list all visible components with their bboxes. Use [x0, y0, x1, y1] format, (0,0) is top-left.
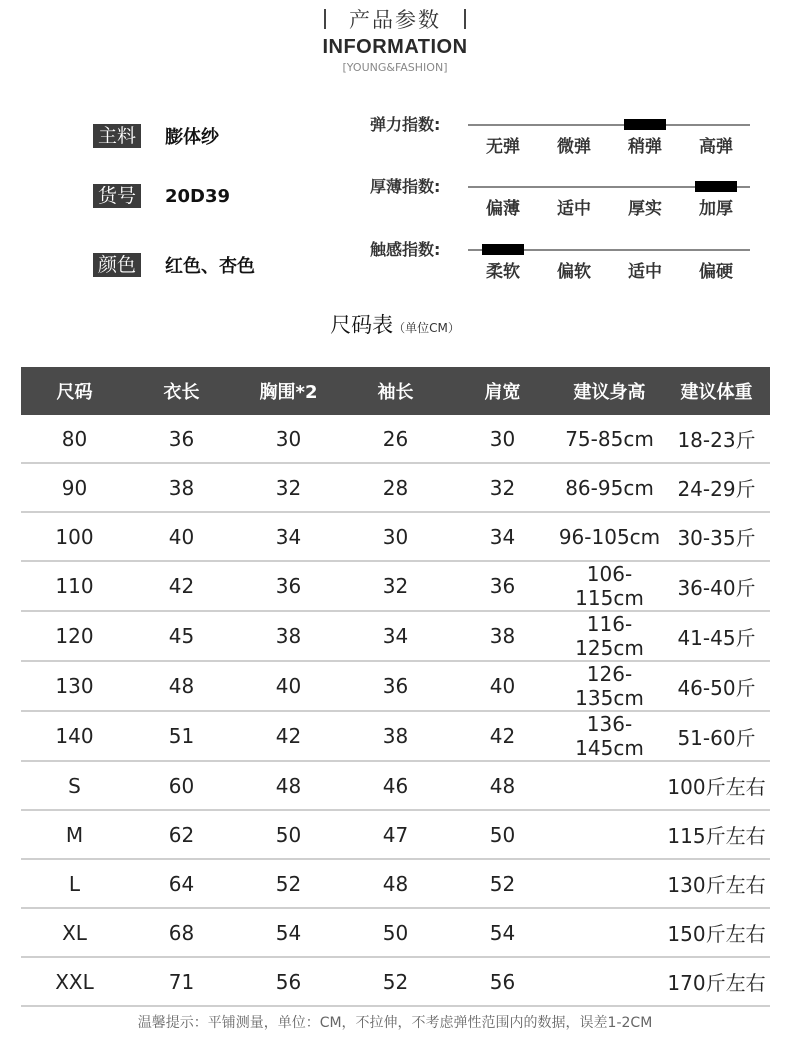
- scale-label: 弹力指数:: [370, 115, 441, 134]
- table-cell: 115斤左右: [663, 810, 770, 859]
- table-cell: 34: [342, 611, 449, 661]
- scale-option: 偏薄: [486, 199, 520, 219]
- info-label: 货号: [93, 184, 141, 208]
- table-cell: 62: [128, 810, 235, 859]
- scale-option: 适中: [628, 262, 662, 282]
- table-cell: 110: [21, 561, 128, 611]
- table-cell: 30: [235, 415, 342, 463]
- table-cell: 47: [342, 810, 449, 859]
- info-label: 主料: [93, 124, 141, 148]
- info-row-sku: [93, 184, 230, 208]
- table-cell: 51: [128, 711, 235, 761]
- scale-option: 无弹: [486, 137, 520, 157]
- table-cell: 38: [128, 463, 235, 512]
- table-cell: 52: [449, 859, 556, 908]
- size-chart-heading: 尺码表: [330, 313, 394, 337]
- table-cell: XL: [21, 908, 128, 957]
- column-header: 肩宽: [449, 367, 556, 415]
- table-row: [21, 711, 770, 761]
- table-cell: 45: [128, 611, 235, 661]
- scale-option: 高弹: [699, 137, 733, 157]
- scale-label: 触感指数:: [370, 240, 441, 259]
- header-subtitle: [YOUNG&FASHION]: [342, 61, 448, 74]
- table-row: [21, 859, 770, 908]
- scale-marker: [695, 181, 737, 192]
- table-row: [21, 761, 770, 810]
- table-cell: 106-115cm: [556, 561, 663, 611]
- scale-elasticity: [370, 112, 755, 162]
- table-row: [21, 463, 770, 512]
- table-cell: 52: [235, 859, 342, 908]
- scale-option: 柔软: [486, 262, 520, 282]
- table-cell: [556, 908, 663, 957]
- table-row: [21, 512, 770, 561]
- table-cell: 38: [449, 611, 556, 661]
- table-cell: [556, 957, 663, 1006]
- table-cell: 120: [21, 611, 128, 661]
- table-row: [21, 611, 770, 661]
- table-cell: 48: [235, 761, 342, 810]
- table-cell: 54: [235, 908, 342, 957]
- table-cell: 140: [21, 711, 128, 761]
- table-cell: 38: [342, 711, 449, 761]
- table-cell: 32: [235, 463, 342, 512]
- table-cell: 48: [342, 859, 449, 908]
- table-cell: 130斤左右: [663, 859, 770, 908]
- table-cell: 130: [21, 661, 128, 711]
- table-cell: 100斤左右: [663, 761, 770, 810]
- table-cell: 24-29斤: [663, 463, 770, 512]
- table-cell: 40: [449, 661, 556, 711]
- size-chart-title: [0, 309, 790, 339]
- table-cell: [556, 859, 663, 908]
- table-cell: 46: [342, 761, 449, 810]
- scale-label: 厚薄指数:: [370, 177, 441, 196]
- table-cell: 90: [21, 463, 128, 512]
- scale-marker: [482, 244, 524, 255]
- table-cell: 38: [235, 611, 342, 661]
- table-cell: 36: [449, 561, 556, 611]
- table-cell: L: [21, 859, 128, 908]
- scale-option: 加厚: [699, 199, 733, 219]
- table-cell: 52: [342, 957, 449, 1006]
- table-cell: M: [21, 810, 128, 859]
- header-title-en: INFORMATION: [322, 36, 468, 58]
- column-header: 尺码: [21, 367, 128, 415]
- table-cell: 32: [342, 561, 449, 611]
- table-cell: 42: [235, 711, 342, 761]
- size-chart-unit: （单位CM）: [393, 321, 460, 335]
- column-header: 胸围*2: [235, 367, 342, 415]
- table-cell: 36: [235, 561, 342, 611]
- scale-option: 偏硬: [699, 262, 733, 282]
- footer-note: 温馨提示：平铺测量，单位：CM，不拉伸，不考虑弹性范围内的数据，误差1-2CM: [137, 1015, 653, 1031]
- scale-option: 稍弹: [628, 137, 662, 157]
- table-cell: S: [21, 761, 128, 810]
- info-label: 颜色: [93, 253, 141, 277]
- table-cell: 36: [128, 415, 235, 463]
- table-cell: [556, 761, 663, 810]
- table-cell: 75-85cm: [556, 415, 663, 463]
- column-header: 建议身高: [556, 367, 663, 415]
- table-cell: 60: [128, 761, 235, 810]
- table-cell: 64: [128, 859, 235, 908]
- table-cell: 30: [449, 415, 556, 463]
- size-table-header: [21, 367, 770, 415]
- table-cell: 46-50斤: [663, 661, 770, 711]
- scale-touch: [370, 237, 755, 287]
- table-cell: 36: [342, 661, 449, 711]
- table-row: [21, 810, 770, 859]
- info-row-color: [93, 253, 255, 277]
- table-cell: 50: [449, 810, 556, 859]
- table-row: [21, 957, 770, 1006]
- table-cell: 50: [235, 810, 342, 859]
- table-cell: 54: [449, 908, 556, 957]
- scale-option: 微弹: [557, 137, 591, 157]
- table-cell: 34: [235, 512, 342, 561]
- table-cell: 40: [128, 512, 235, 561]
- table-cell: 42: [128, 561, 235, 611]
- info-value: 膨体纱: [165, 127, 219, 148]
- table-cell: 96-105cm: [556, 512, 663, 561]
- table-cell: 50: [342, 908, 449, 957]
- table-cell: 51-60斤: [663, 711, 770, 761]
- table-cell: 126-135cm: [556, 661, 663, 711]
- table-cell: 116-125cm: [556, 611, 663, 661]
- table-cell: 56: [449, 957, 556, 1006]
- table-cell: 100: [21, 512, 128, 561]
- table-cell: 41-45斤: [663, 611, 770, 661]
- table-cell: 71: [128, 957, 235, 1006]
- table-cell: 80: [21, 415, 128, 463]
- table-cell: [556, 810, 663, 859]
- header-title-cn: 产品参数: [349, 8, 441, 32]
- table-cell: 48: [449, 761, 556, 810]
- table-cell: 150斤左右: [663, 908, 770, 957]
- table-cell: 34: [449, 512, 556, 561]
- column-header: 建议体重: [663, 367, 770, 415]
- table-cell: 30-35斤: [663, 512, 770, 561]
- table-cell: 28: [342, 463, 449, 512]
- table-cell: 32: [449, 463, 556, 512]
- table-row: [21, 415, 770, 463]
- table-cell: XXL: [21, 957, 128, 1006]
- table-row: [21, 561, 770, 611]
- table-cell: 36-40斤: [663, 561, 770, 611]
- table-cell: 42: [449, 711, 556, 761]
- table-cell: 68: [128, 908, 235, 957]
- scale-marker: [624, 119, 666, 130]
- table-cell: 40: [235, 661, 342, 711]
- section-header: [0, 4, 790, 34]
- info-value: 红色、杏色: [165, 256, 255, 277]
- table-cell: 136-145cm: [556, 711, 663, 761]
- info-value: 20D39: [165, 185, 231, 207]
- table-cell: 56: [235, 957, 342, 1006]
- table-cell: 86-95cm: [556, 463, 663, 512]
- header-bar-left: [324, 9, 326, 29]
- table-row: [21, 908, 770, 957]
- size-table: [21, 367, 770, 1007]
- info-row-material: [93, 124, 219, 148]
- scale-option: 适中: [557, 199, 591, 219]
- table-cell: 26: [342, 415, 449, 463]
- table-cell: 48: [128, 661, 235, 711]
- column-header: 衣长: [128, 367, 235, 415]
- table-cell: 18-23斤: [663, 415, 770, 463]
- column-header: 袖长: [342, 367, 449, 415]
- scale-option: 偏软: [557, 262, 591, 282]
- table-cell: 170斤左右: [663, 957, 770, 1006]
- header-bar-right: [464, 9, 466, 29]
- scale-thickness: [370, 174, 755, 224]
- table-row: [21, 661, 770, 711]
- scale-option: 厚实: [628, 199, 662, 219]
- scale-line: [468, 124, 750, 126]
- table-cell: 30: [342, 512, 449, 561]
